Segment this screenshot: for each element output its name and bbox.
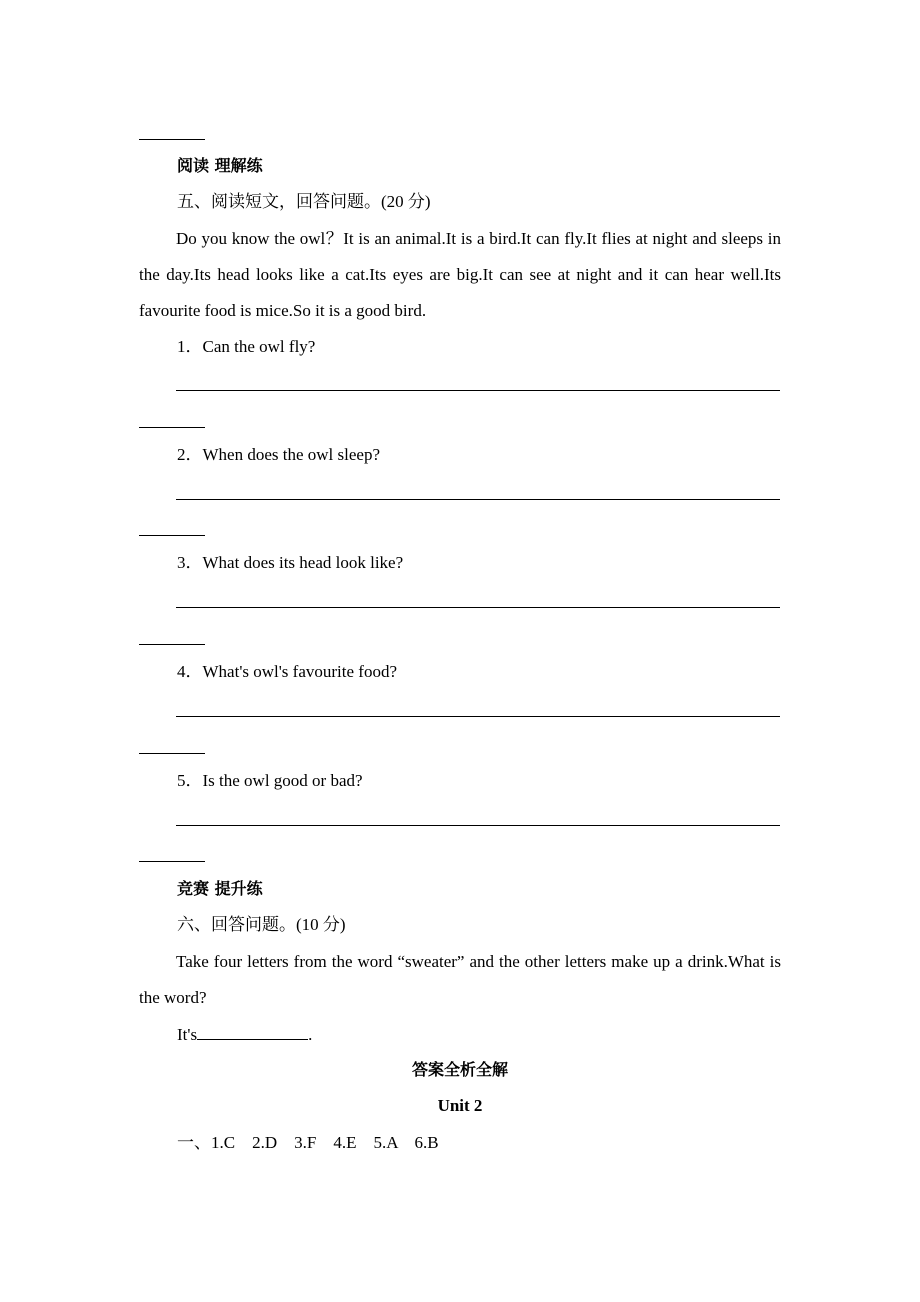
- section-heading-competition: 竞赛 提升练: [177, 879, 263, 898]
- question-1: 1．Can the owl fly?: [177, 337, 316, 356]
- reading-passage: Do you know the owl？It is an animal.It is a bird.It can fly.It flies at night and sleeps in the day.Its head looks like a cat.Its eyes are big.It can see at night and it can hear well.Its favourite food is mice.So it is a good bird.: [139, 229, 781, 320]
- answer-line-continuation: [139, 139, 205, 140]
- question-3: 3．What does its head look like?: [177, 553, 404, 572]
- answers-line-1: 一、1.C 2.D 3.F 4.E 5.A 6.B: [177, 1133, 439, 1152]
- instruction-five: 五、阅读短文，回答问题。(20 分): [177, 192, 431, 211]
- riddle-question: Take four letters from the word “sweater” and the other letters make up a drink.What is the word?: [139, 952, 781, 1007]
- answers-unit: Unit 2: [437, 1096, 483, 1115]
- answer-line-3b[interactable]: [139, 644, 205, 645]
- answers-title: 答案全析全解: [411, 1060, 508, 1079]
- answer-line-4b[interactable]: [139, 753, 205, 754]
- answer-line-3a[interactable]: [176, 607, 780, 608]
- answer-line-1a[interactable]: [176, 390, 780, 391]
- riddle-answer-suffix: .: [308, 1025, 313, 1044]
- answer-line-5b[interactable]: [139, 861, 205, 862]
- answer-line-5a[interactable]: [176, 825, 780, 826]
- question-2: 2．When does the owl sleep?: [177, 445, 380, 464]
- question-4: 4．What's owl's favourite food?: [177, 662, 397, 681]
- answer-line-2a[interactable]: [176, 499, 780, 500]
- instruction-six: 六、回答问题。(10 分): [177, 915, 346, 934]
- riddle-answer-blank[interactable]: [197, 1023, 308, 1040]
- riddle-answer-line: [177, 1023, 312, 1046]
- answer-line-1b[interactable]: [139, 427, 205, 428]
- section-heading-reading: 阅读 理解练: [177, 156, 263, 175]
- answer-line-2b[interactable]: [139, 535, 205, 536]
- question-5: 5．Is the owl good or bad?: [177, 771, 363, 790]
- answer-line-4a[interactable]: [176, 716, 780, 717]
- riddle-answer-prefix: It's: [177, 1025, 198, 1044]
